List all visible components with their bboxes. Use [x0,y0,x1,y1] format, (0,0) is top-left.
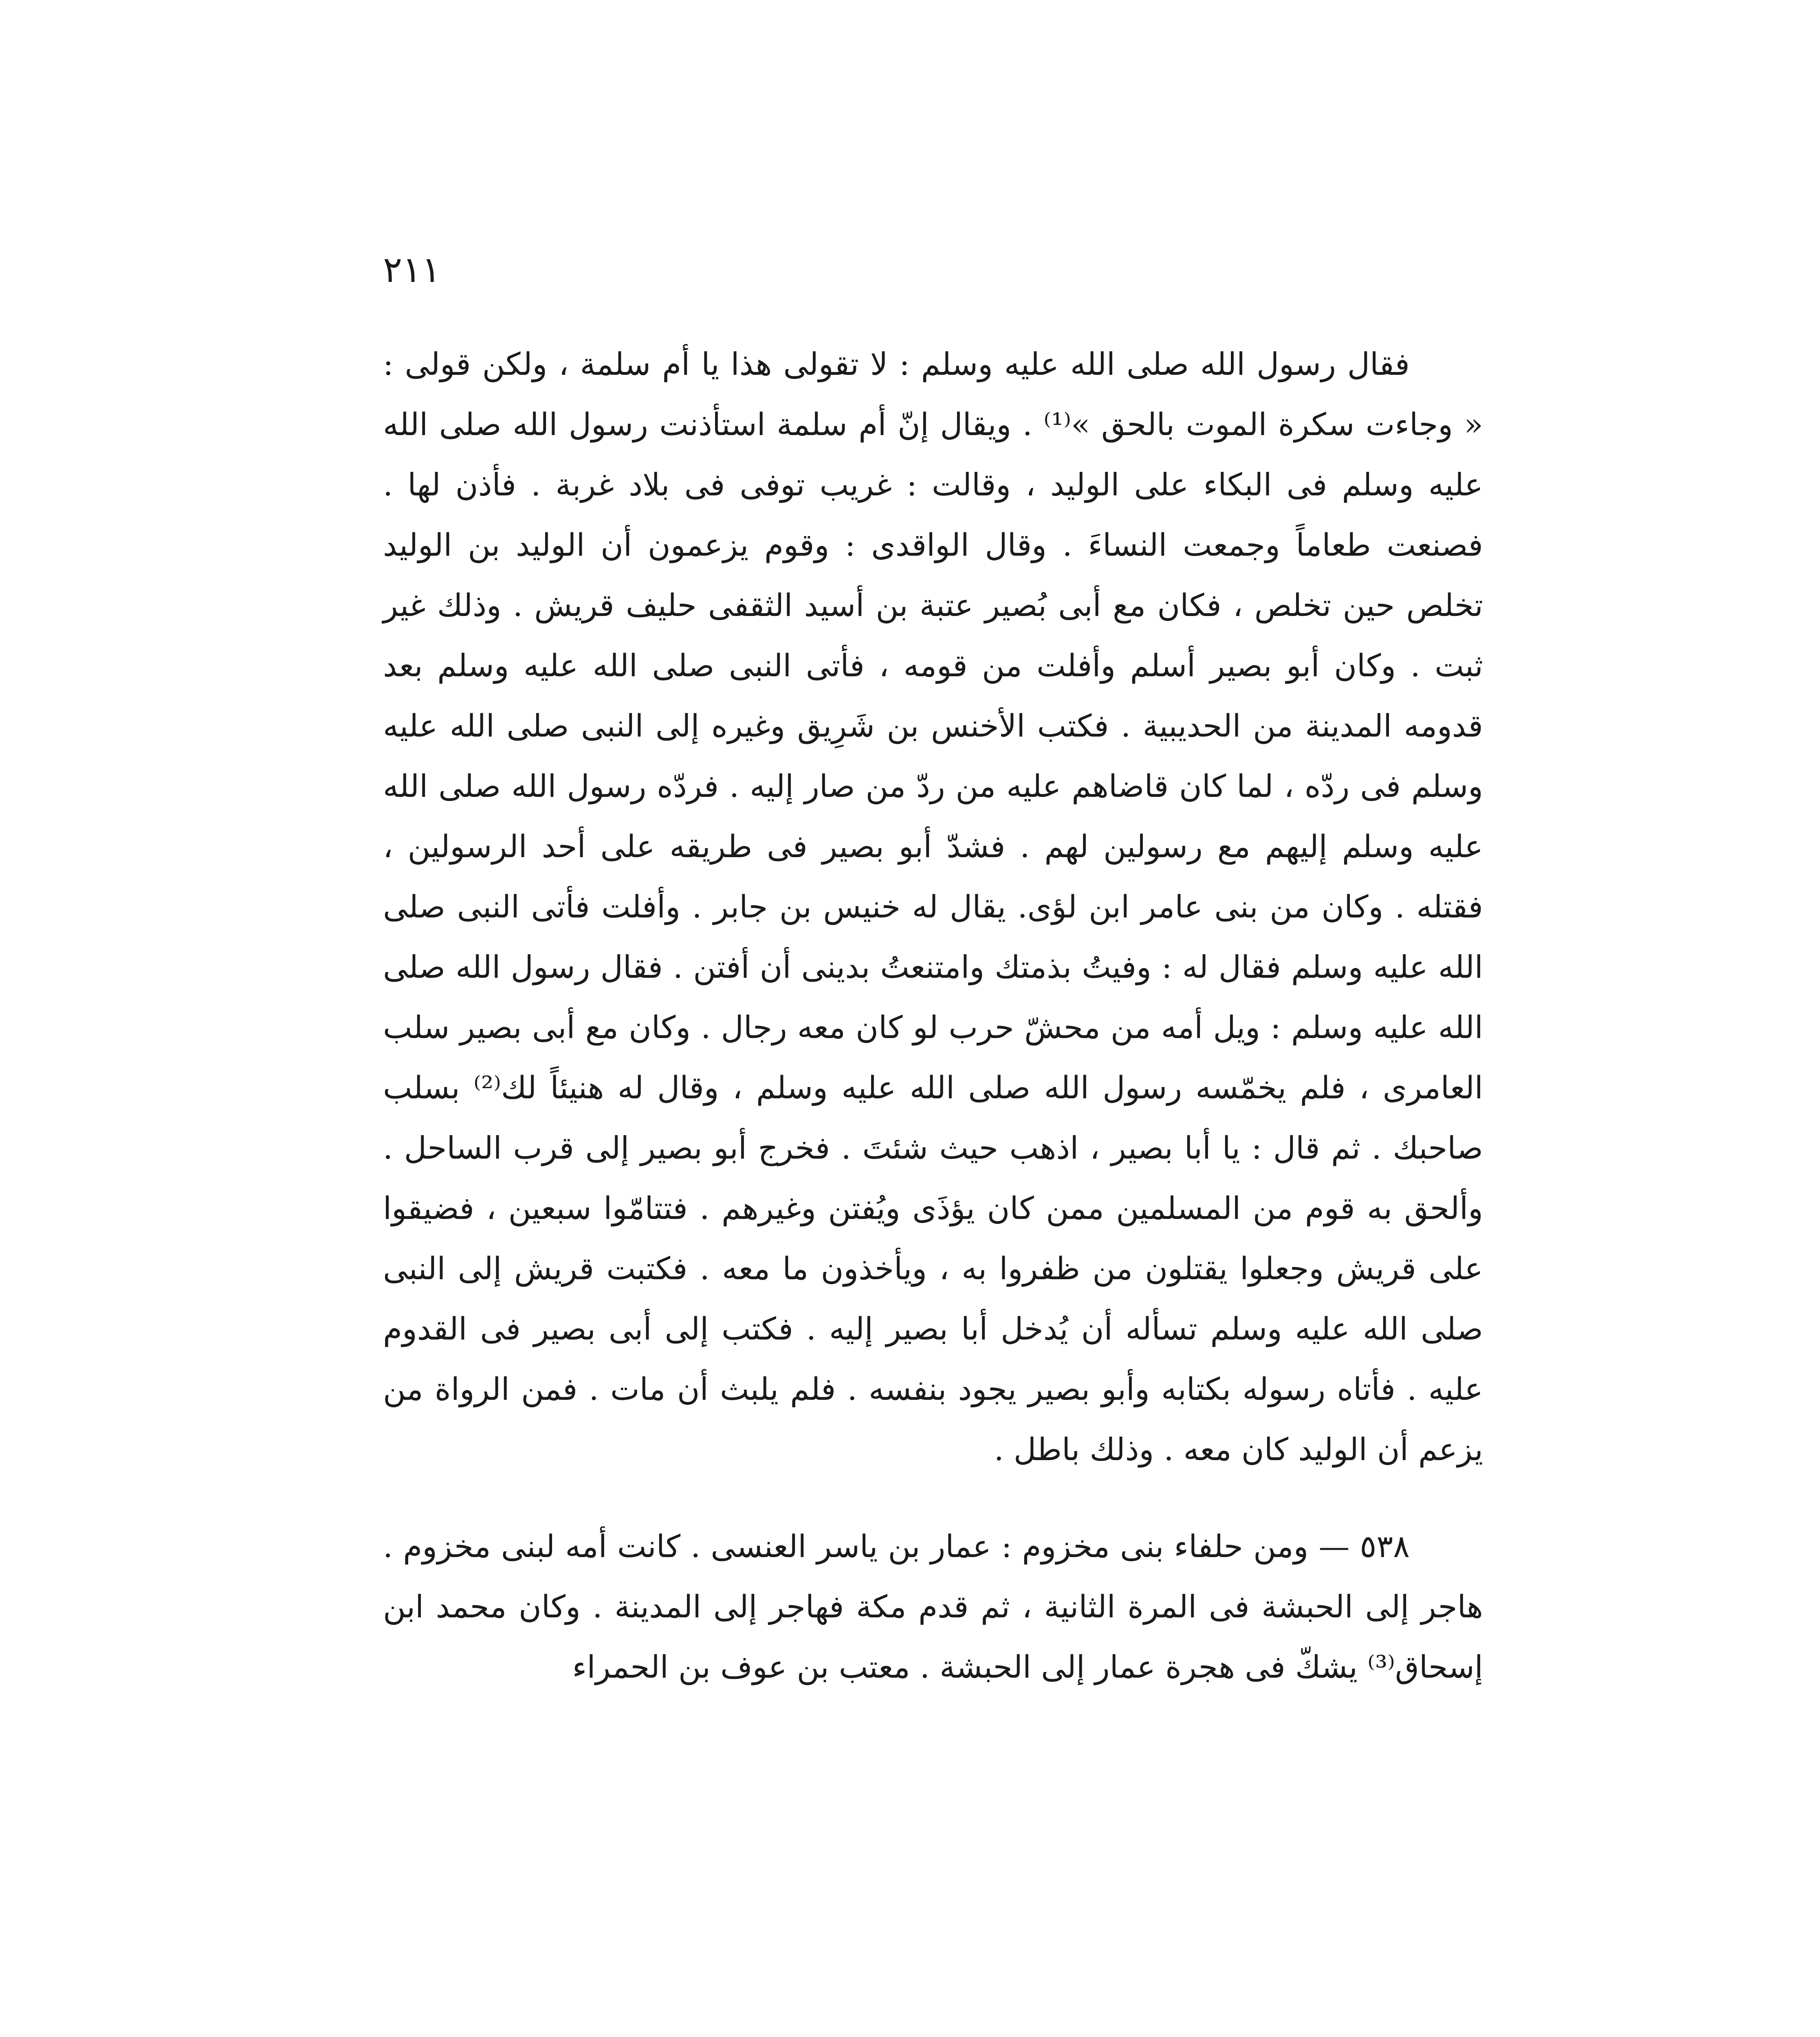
main-text [383,334,1483,1697]
paragraph: فقال رسول الله صلى الله عليه وسلم : لا تقولى هذا يا أم سلمة ، ولكن قولى : « وجاءت سكرة الموت بالحق »⁽¹⁾ . ويقال إنّ أم سلمة استأذنت رسول الله صلى الله عليه وسلم فى البكاء على الوليد ، وقالت : غريب توفى فى بلاد غربة . فأذن لها . فصنعت طعاماً وجمعت النساءَ . وقال الواقدى : وقوم يزعمون أن الوليد بن الوليد تخلص حين تخلص ، فكان مع أبى بُصير عتبة بن أسيد الثقفى حليف قريش . وذلك غير ثبت . وكان أبو بصير أسلم وأفلت من قومه ، فأتى النبى صلى الله عليه وسلم بعد قدومه المدينة من الحديبية . فكتب الأخنس بن شَرِيق وغيره إلى النبى صلى الله عليه وسلم فى ردّه ، لما كان قاضاهم عليه من ردّ من صار إليه . فردّه رسول الله صلى الله عليه وسلم إليهم مع رسولين لهم . فشدّ أبو بصير فى طريقه على أحد الرسولين ، فقتله . وكان من بنى عامر ابن لؤى. يقال له خنيس بن جابر . وأفلت فأتى النبى صلى الله عليه وسلم فقال له : وفيتُ بذمتك وامتنعتُ بدينى أن أفتن . فقال رسول الله صلى الله عليه وسلم : ويل أمه من محشّ حرب لو كان معه رجال . وكان مع أبى بصير سلب العامرى ، فلم يخمّسه رسول الله صلى الله عليه وسلم ، وقال له هنيئاً لك⁽²⁾ بسلب صاحبك . ثم قال : يا أبا بصير ، اذهب حيث شئتَ . فخرج أبو بصير إلى قرب الساحل . وألحق به قوم من المسلمين ممن كان يؤذَى ويُفتن وغيرهم . فتتامّوا سبعين ، فضيقوا على قريش وجعلوا يقتلون من ظفروا به ، ويأخذون ما معه . فكتبت قريش إلى النبى صلى الله عليه وسلم تسأله أن يُدخل أبا بصير إليه . فكتب إلى أبى بصير فى القدوم عليه . فأتاه رسوله بكتابه وأبو بصير يجود بنفسه . فلم يلبث أن مات . فمن الرواة من يزعم أن الوليد كان معه . وذلك باطل . [383,346,1483,1467]
paragraph: ٥٣٨ — ومن حلفاء بنى مخزوم : عمار بن ياسر العنسى . كانت أمه لبنى مخزوم . هاجر إلى الحبشة فى المرة الثانية ، ثم قدم مكة فهاجر إلى المدينة . وكان محمد ابن إسحاق⁽³⁾ يشكّ فى هجرة عمار إلى الحبشة . معتب بن عوف بن الحمراء [383,1528,1483,1685]
page-number: ٢١١ [383,249,441,290]
